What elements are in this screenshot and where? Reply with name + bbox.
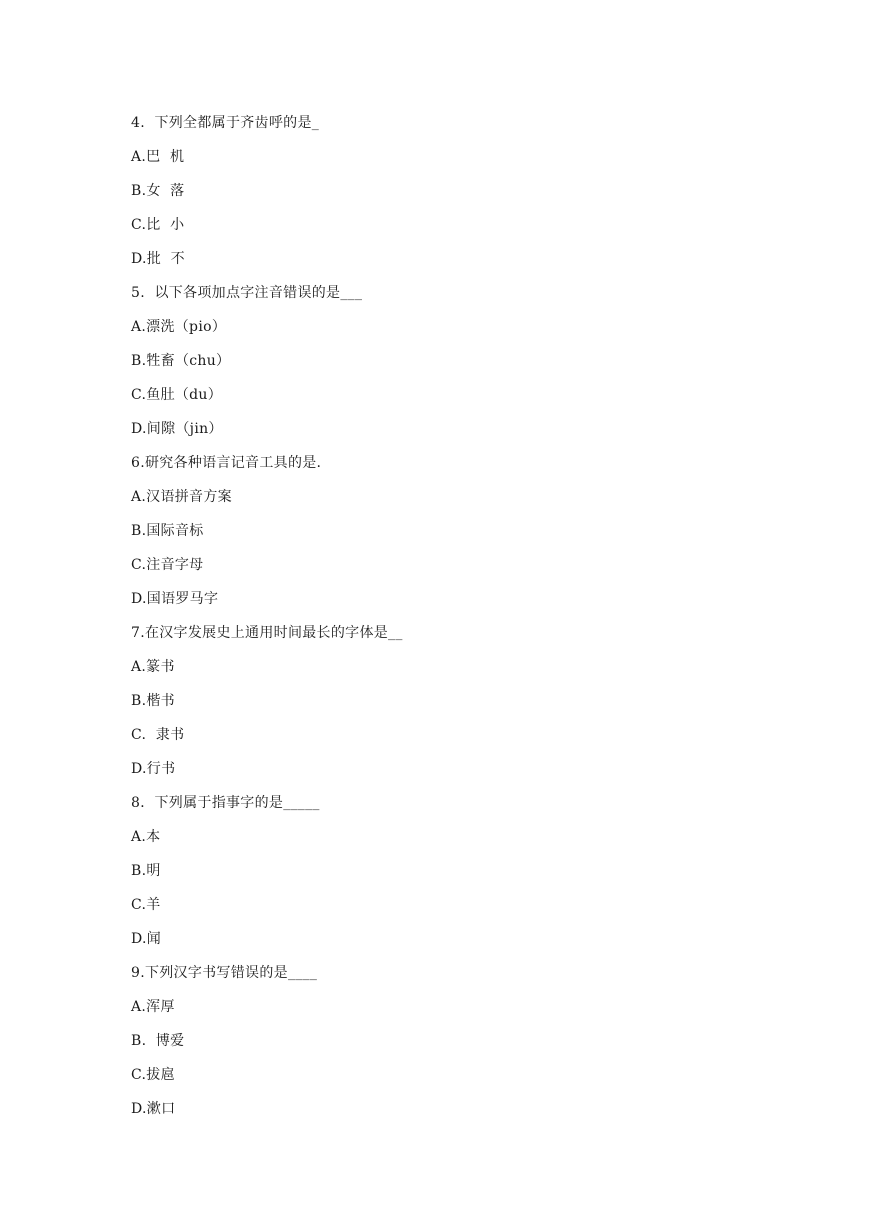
question-9 bbox=[131, 963, 771, 1133]
option-d: D.国语罗马字 bbox=[131, 591, 219, 607]
question-prompt: 5. 以下各项加点字注音错误的是___ bbox=[131, 285, 363, 301]
option-a: A.浑厚 bbox=[131, 999, 175, 1015]
question-prompt: 8．下列属于指事字的是_____ bbox=[131, 795, 320, 811]
question-7 bbox=[131, 623, 771, 793]
option-a: A.篆书 bbox=[131, 659, 175, 675]
option-c: C.鱼肚（du） bbox=[131, 387, 223, 403]
option-c: C.拔扈 bbox=[131, 1067, 175, 1083]
option-c: C. 隶书 bbox=[131, 727, 185, 743]
question-list bbox=[131, 113, 771, 1133]
question-4 bbox=[131, 113, 771, 283]
question-6 bbox=[131, 453, 771, 623]
option-c: C.比 小 bbox=[131, 217, 185, 233]
option-d: D.间隙（jin） bbox=[131, 421, 223, 437]
option-d: D.闻 bbox=[131, 931, 162, 947]
option-b: B.明 bbox=[131, 863, 161, 879]
option-b: B.楷书 bbox=[131, 693, 175, 709]
question-prompt: 7.在汉字发展史上通用时间最长的字体是__ bbox=[131, 625, 403, 641]
option-d: D.漱口 bbox=[131, 1101, 176, 1117]
option-a: A.巴 机 bbox=[131, 149, 185, 165]
question-prompt: 9.下列汉字书写错误的是____ bbox=[131, 965, 318, 981]
option-b: B.牲畜（chu） bbox=[131, 353, 231, 369]
option-a: A.本 bbox=[131, 829, 161, 845]
option-c: C.羊 bbox=[131, 897, 161, 913]
option-c: C.注音字母 bbox=[131, 557, 204, 573]
question-prompt: 6.研究各种语言记音工具的是. bbox=[131, 455, 322, 471]
question-prompt: 4. 下列全都属于齐齿呼的是_ bbox=[131, 115, 320, 131]
question-8 bbox=[131, 793, 771, 963]
option-b: B.国际音标 bbox=[131, 523, 204, 539]
option-a: A.汉语拼音方案 bbox=[131, 489, 232, 505]
option-d: D.行书 bbox=[131, 761, 176, 777]
question-5 bbox=[131, 283, 771, 453]
option-a: A.漂洗（pio） bbox=[131, 319, 227, 335]
option-b: B.女 落 bbox=[131, 183, 185, 199]
option-d: D.批 不 bbox=[131, 251, 185, 267]
option-b: B. 博爱 bbox=[131, 1033, 185, 1049]
